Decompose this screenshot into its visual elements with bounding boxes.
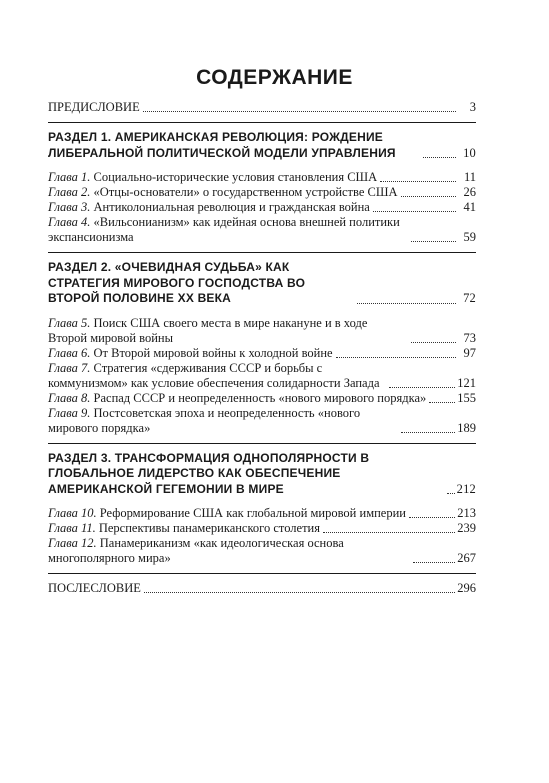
chapter-title: Перспективы панамериканского столетия — [98, 521, 320, 535]
toc-chapter-11[interactable] — [48, 521, 476, 536]
chapter-title: Антиколониальная революция и гражданская война — [93, 200, 370, 214]
dot-leader — [447, 493, 455, 494]
chapter-label: Глава 7. — [48, 360, 91, 375]
chapter-title: Поиск США своего места в мире накануне и в ходе Второй мировой войны — [48, 315, 368, 345]
chapter-title: Стратегия «сдерживания СССР и борьбы с коммунизмом» как условие обеспечения солидарности Запада — [48, 360, 380, 390]
chapter-label: Глава 1. — [48, 170, 91, 184]
toc-chapter-7[interactable] — [48, 361, 476, 391]
page-title: СОДЕРЖАНИЕ — [196, 66, 353, 89]
preface-label: ПРЕДИСЛОВИЕ — [48, 100, 140, 114]
page-number: 121 — [457, 375, 476, 390]
toc-chapter-10[interactable] — [48, 506, 476, 521]
page-number: 41 — [463, 200, 476, 214]
chapter-label: Глава 4. — [48, 215, 91, 229]
afterword-label: ПОСЛЕСЛОВИЕ — [48, 581, 141, 595]
chapter-label: Глава 5. — [48, 315, 91, 330]
dot-leader — [411, 342, 456, 343]
toc-entry-afterword[interactable] — [48, 581, 476, 596]
page-number: 26 — [463, 185, 476, 199]
chapter-label: Глава 8. — [48, 390, 91, 405]
page-number: 10 — [463, 145, 476, 160]
dot-leader — [389, 387, 455, 388]
page-number: 267 — [457, 551, 476, 565]
chapter-title: От Второй мировой войны к холодной войне — [93, 345, 333, 360]
chapter-label: Глава 12. — [48, 536, 97, 550]
section-title: РАЗДЕЛ 1. АМЕРИКАНСКАЯ РЕВОЛЮЦИЯ: РОЖДЕНИЕ ЛИБЕРАЛЬНОЙ ПОЛИТИЧЕСКОЙ МОДЕЛИ УПРАВЛЕНИЯ — [48, 130, 396, 160]
page-number: 189 — [457, 420, 476, 435]
dot-leader — [143, 111, 456, 112]
toc-chapter-6[interactable] — [48, 346, 476, 361]
chapter-label: Глава 3. — [48, 200, 91, 214]
page-number: 3 — [469, 100, 476, 114]
toc-chapter-12[interactable] — [48, 536, 476, 566]
chapter-label: Глава 10. — [48, 506, 97, 520]
chapter-title: Распад СССР и неопределенность «нового мирового порядка» — [93, 390, 427, 405]
dot-leader — [429, 402, 455, 403]
dot-leader — [323, 532, 455, 533]
page-number: 155 — [457, 390, 476, 405]
toc-chapter-2[interactable] — [48, 185, 476, 200]
chapter-label: Глава 2. — [48, 185, 91, 199]
toc-chapter-8[interactable] — [48, 391, 476, 406]
page-number: 213 — [457, 506, 476, 520]
table-of-contents — [48, 100, 476, 596]
toc-chapter-1[interactable] — [48, 170, 476, 185]
page-number: 73 — [463, 330, 476, 345]
chapter-title: Панамериканизм «как идеологическая основа многополярного мира» — [48, 536, 344, 565]
toc-entry-preface[interactable] — [48, 100, 476, 115]
toc-chapter-3[interactable] — [48, 200, 476, 215]
dot-leader — [409, 517, 455, 518]
toc-chapter-9[interactable] — [48, 406, 476, 436]
toc-section-2[interactable] — [48, 260, 476, 307]
section-title: РАЗДЕЛ 2. «ОЧЕВИДНАЯ СУДЬБА» КАК СТРАТЕГИЯ МИРОВОГО ГОСПОДСТВА ВО ВТОРОЙ ПОЛОВИНЕ XX ВЕКА — [48, 260, 306, 305]
toc-chapter-4[interactable] — [48, 215, 476, 245]
page-number: 59 — [463, 230, 476, 244]
dot-leader — [401, 196, 457, 197]
chapter-title: Реформирование США как глобальной мировой империи — [99, 506, 406, 520]
toc-section-3[interactable] — [48, 451, 476, 498]
dot-leader — [413, 562, 455, 563]
chapter-title: Постсоветская эпоха и неопределенность «нового мирового порядка» — [48, 405, 361, 435]
page-number: 239 — [457, 521, 476, 535]
page-number: 296 — [457, 581, 476, 595]
chapter-title: «Вильсонианизм» как идейная основа внешней политики экспансионизма — [48, 215, 400, 244]
dot-leader — [411, 241, 456, 242]
page-number: 97 — [463, 345, 476, 360]
page-number: 72 — [463, 291, 476, 305]
dot-leader — [357, 303, 456, 304]
chapter-title: «Отцы-основатели» о государственном устройстве США — [93, 185, 398, 199]
toc-section-1[interactable] — [48, 130, 476, 161]
dot-leader — [373, 211, 456, 212]
dot-leader — [423, 157, 456, 158]
page-number: 212 — [456, 481, 476, 496]
chapter-label: Глава 11. — [48, 521, 96, 535]
chapter-title: Социально-исторические условия становления США — [93, 170, 378, 184]
section-title: РАЗДЕЛ 3. ТРАНСФОРМАЦИЯ ОДНОПОЛЯРНОСТИ В ГЛОБАЛЬНОЕ ЛИДЕРСТВО КАК ОБЕСПЕЧЕНИЕ АМЕРИКАНСКОЙ ГЕГЕМОНИИ В МИРЕ — [48, 450, 370, 496]
toc-chapter-5[interactable] — [48, 316, 476, 346]
chapter-label: Глава 6. — [48, 345, 91, 360]
chapter-label: Глава 9. — [48, 405, 91, 420]
dot-leader — [336, 357, 456, 358]
page-number: 11 — [463, 170, 476, 184]
dot-leader — [401, 432, 455, 433]
dot-leader — [380, 181, 456, 182]
dot-leader — [144, 592, 455, 593]
